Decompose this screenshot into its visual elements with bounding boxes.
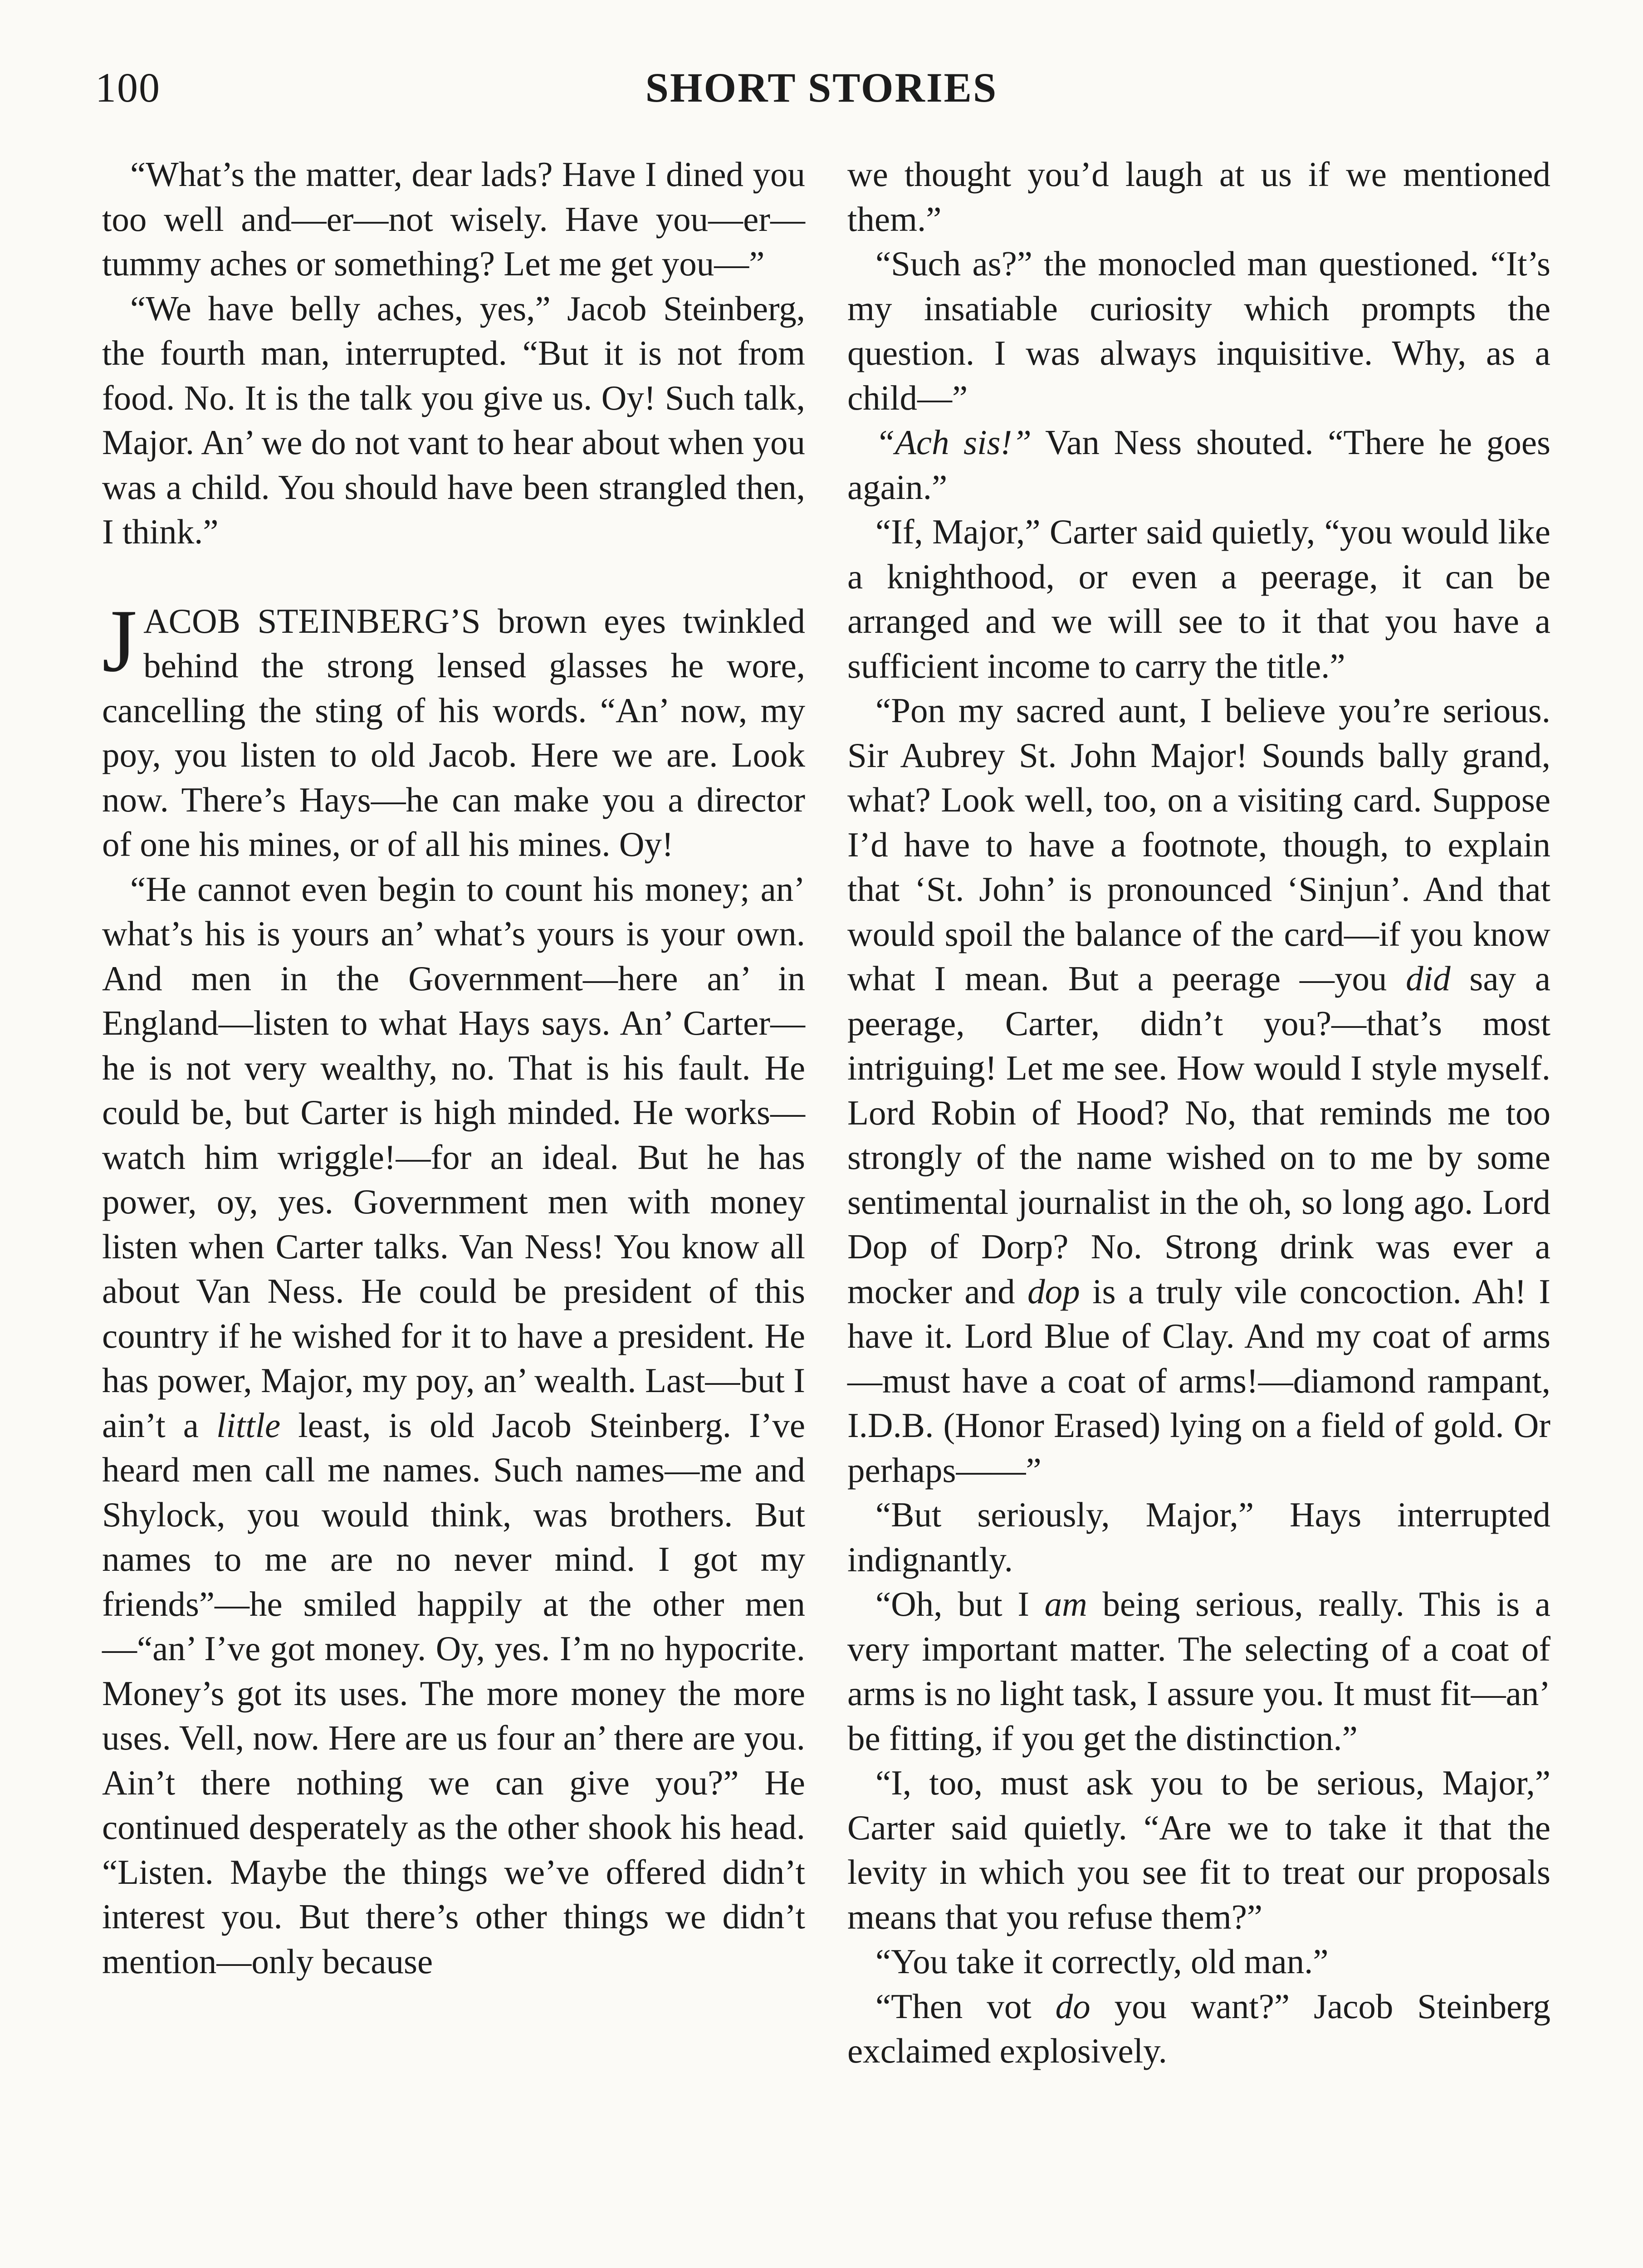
- paragraph: [847, 688, 1550, 1492]
- paragraph-text: “Then vot: [875, 1986, 1056, 2026]
- paragraph: we thought you’d laugh at us if we mentioned them.”: [847, 155, 1550, 239]
- italic-text: little: [216, 1405, 281, 1445]
- paragraph-text: ACOB STEINBERG’S brown eyes twinkled behind the strong lensed glasses he wore, cancelling the sting of his words. “An’ now, my poy, you listen to old Jacob. Here we are. Look now. There’s Hays—he can make you a director of one his mines, or of all his mines. Oy!: [102, 601, 805, 864]
- right-column: [847, 152, 1550, 2073]
- paragraph: “Such as?” the monocled man questioned. “It’s my insatiable curiosity which prompts the question. I was always inquisitive. Why, as a child—”: [847, 244, 1550, 417]
- paragraph-text: least, is old Jacob Steinberg. I’ve heard men call me names. Such names—me and Shylock, you would think, was brothers. But names to me are no never mind. I got my friends”—he smiled happily at the other men—“an’ I’ve got money. Oy, yes. I’m no hypocrite. Money’s got its uses. The more money the more uses. Vell, now. Here are us four an’ there are you. Ain’t there nothing we can give you?” He continued desperately as the other shook his head. “Listen. Maybe the things we’ve offered didn’t interest you. But there’s other things we didn’t mention—only because: [102, 1405, 805, 1981]
- italic-text: am: [1044, 1584, 1087, 1623]
- paragraph: “We have belly aches, yes,” Jacob Steinberg, the fourth man, interrupted. “But it is not from food. No. It is the talk you give us. Oy! Such talk, Major. An’ we do not vant to hear about when you was a child. You should have been strangled then, I think.”: [102, 288, 805, 551]
- paragraph-text: Van Ness shouted. “There he goes again.”: [847, 423, 1550, 507]
- paragraph-text: say a peerage, Carter, didn’t you?—that’s most intriguing! Let me see. How would I style myself. Lord Robin of Hood? No, that reminds me too strongly of the name wished on to me by some sentimental journalist in the oh, so long ago. Lord Dop of Dorp? No. Strong drink was ever a mocker and: [847, 959, 1550, 1311]
- paragraph: “I, too, must ask you to be serious, Major,” Carter said quietly. “Are we to take it that the levity in which you see fit to treat our proposals means that you refuse them?”: [847, 1763, 1550, 1936]
- paragraph-text: “He cannot even begin to count his money; an’ what’s his is yours an’ what’s yours is your own. And men in the Government—here an’ in England—listen to what Hays says. An’ Carter—he is not very wealthy, no. That is his fault. He could be, but Carter is high minded. He works—watch him wriggle!—for an ideal. But he has power, oy, yes. Government men with money listen when Carter talks. Van Ness! You know all about Van Ness. He could be president of this country if he wished for it to have a president. He has power, Major, my poy, an’ wealth. Last—but I ain’t a: [102, 869, 805, 1445]
- paragraph: [847, 1582, 1550, 1760]
- page-number: 100: [95, 64, 161, 111]
- paragraph-text: “Pon my sacred aunt, I believe you’re serious. Sir Aubrey St. John Major! Sounds bally grand, what? Look well, too, on a visiting card. Suppose I’d have to have a footnote, though, to explain that ‘St. John’ is pronounced ‘Sinjun’. And that would spoil the balance of the card—if you know what I mean. But a peerage —you: [847, 691, 1550, 998]
- paragraph-text: “Oh, but I: [875, 1584, 1045, 1623]
- dropcap-paragraph: [102, 591, 805, 867]
- paragraph: “What’s the matter, dear lads? Have I dined you too well and—er—not wisely. Have you—er—tummy aches or something? Let me get you—”: [102, 155, 805, 283]
- paragraph: [102, 867, 805, 1984]
- paragraph: “If, Major,” Carter said quietly, “you would like a knighthood, or even a peerage, it can be arranged and we will see to it that you have a sufficient income to carry the title.”: [847, 512, 1550, 685]
- paragraph-text: you want?” Jacob Steinberg exclaimed explosively.: [847, 1986, 1551, 2070]
- paragraph: [847, 420, 1550, 509]
- paragraph: [847, 1984, 1550, 2073]
- drop-cap: J: [102, 591, 137, 690]
- paragraph: “You take it correctly, old man.”: [875, 1942, 1329, 1981]
- running-head: SHORT STORIES: [645, 64, 998, 111]
- paragraph-text: being serious, really. This is a very important matter. The selecting of a coat of arms is no light task, I assure you. It must fit—an’ be fitting, if you get the distinction.”: [847, 1584, 1550, 1758]
- italic-text: “Ach sis!”: [875, 423, 1032, 462]
- paragraph: “But seriously, Major,” Hays interrupted indignantly.: [847, 1495, 1550, 1579]
- italic-text: did: [1406, 959, 1451, 998]
- italic-text: do: [1055, 1986, 1090, 2026]
- left-column: [102, 152, 805, 1984]
- italic-text: dop: [1027, 1271, 1080, 1311]
- paragraph-text: is a truly vile concoction. Ah! I have it. Lord Blue of Clay. And my coat of arms —must have a coat of arms!—diamond rampant, I.D.B. (Honor Erased) lying on a field of gold. Or perhaps——”: [847, 1271, 1550, 1490]
